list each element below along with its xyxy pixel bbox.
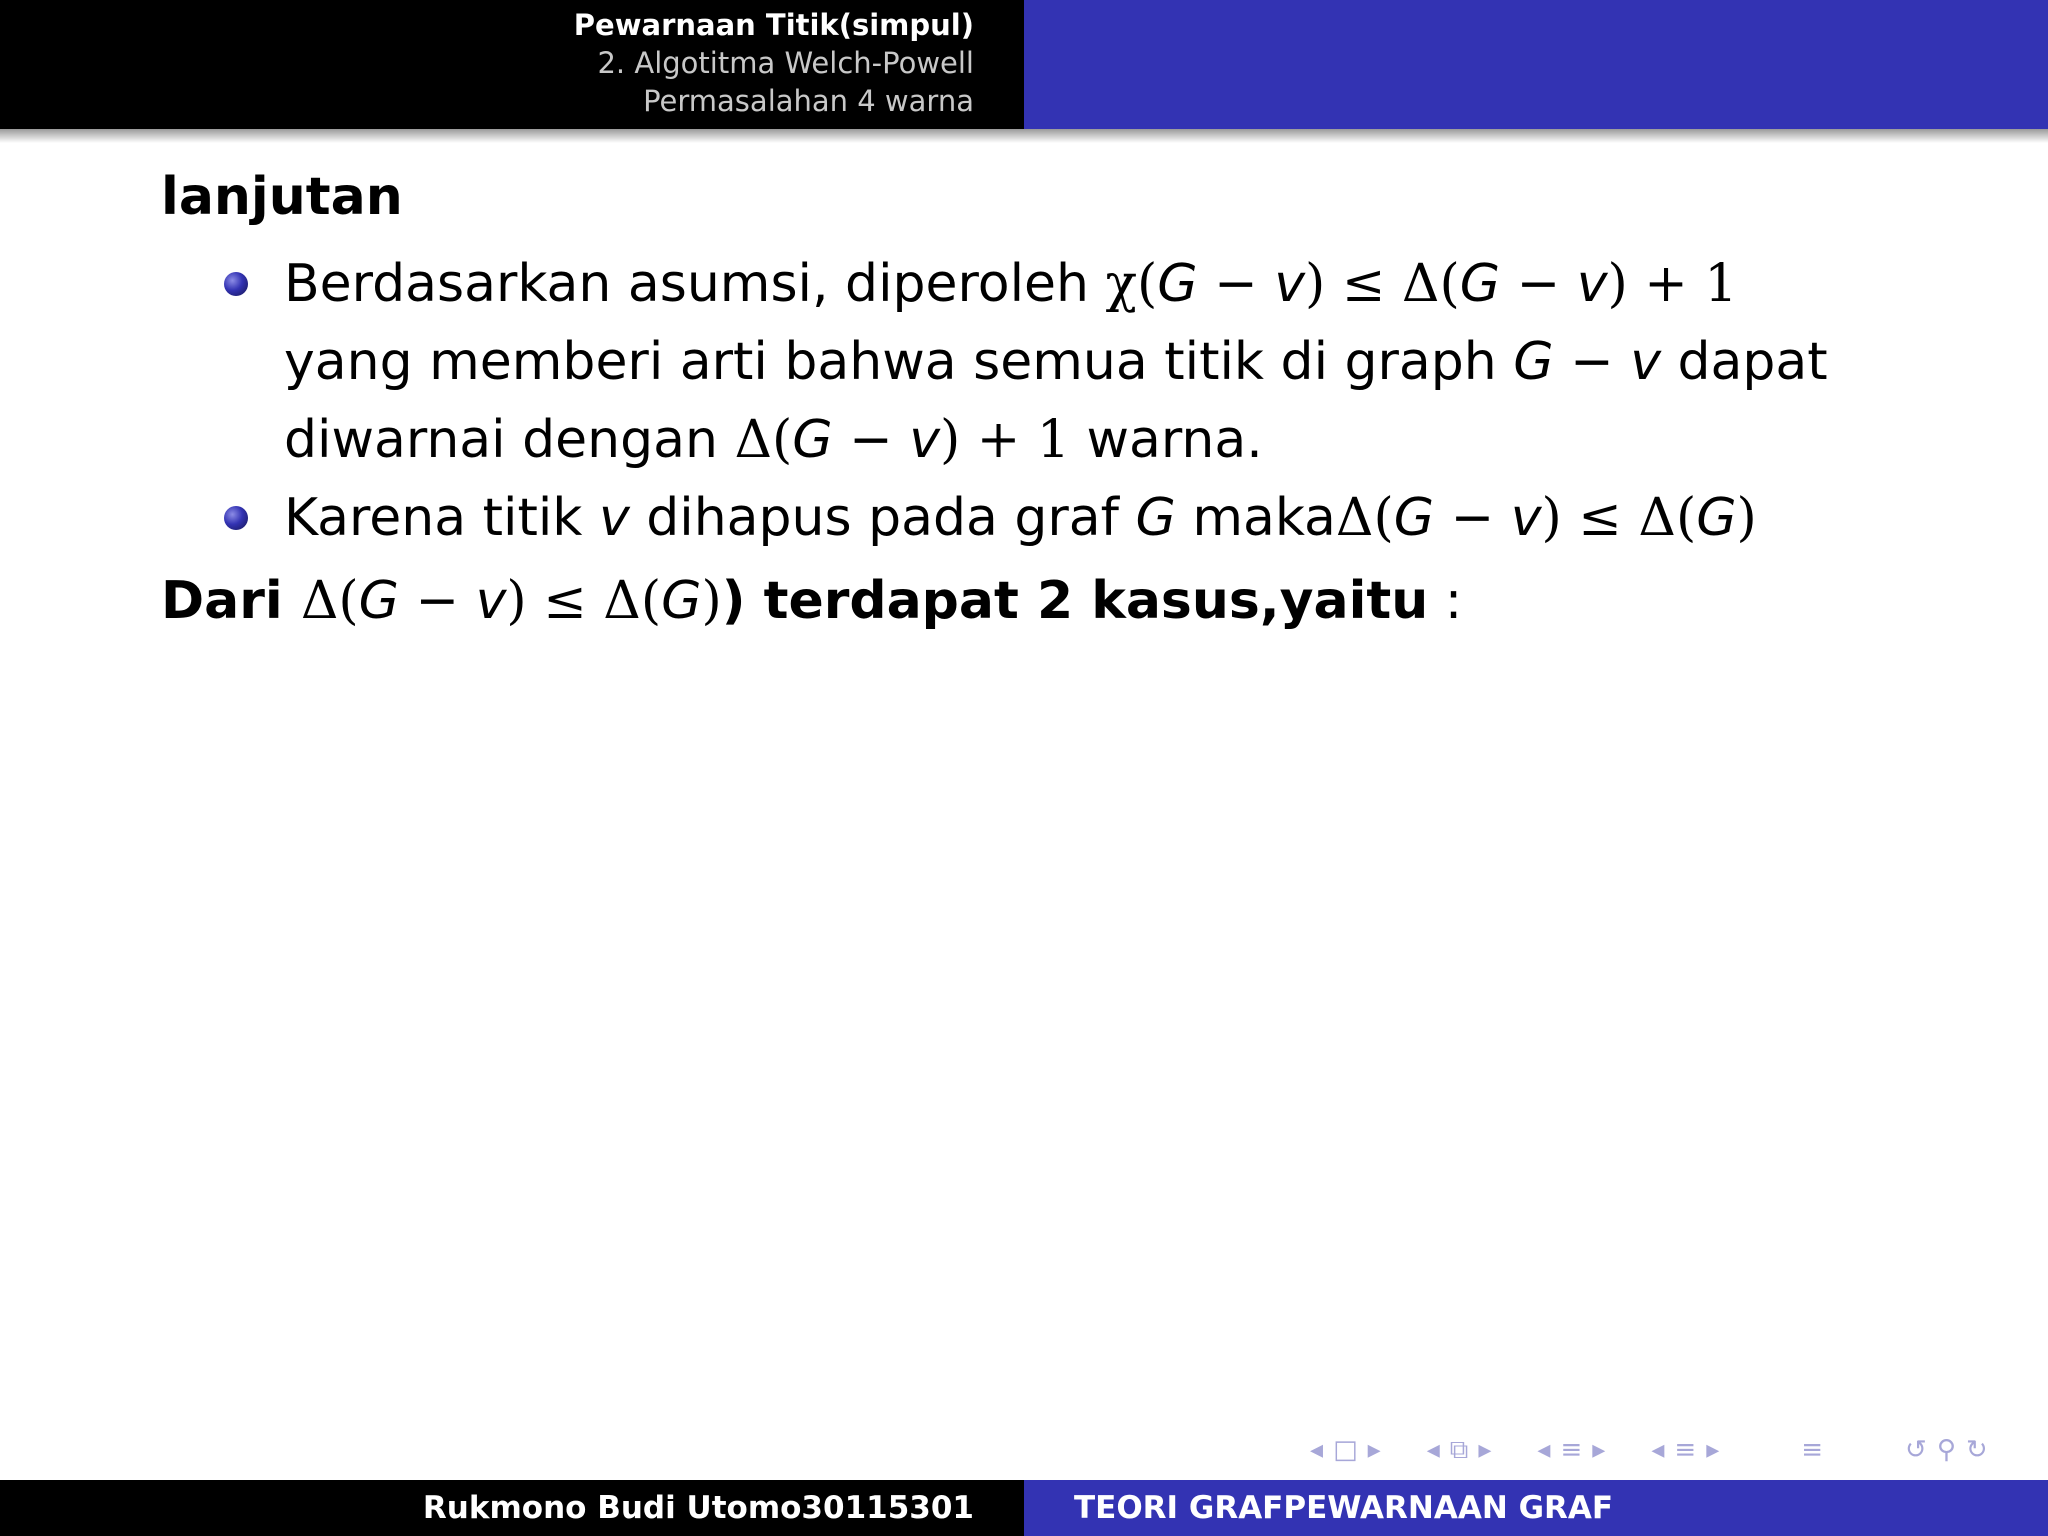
subsection-next-icon[interactable]: ▸ [1592,1435,1606,1465]
item-text: dihapus pada graf [629,488,1136,548]
headline-shadow [0,129,2048,143]
back-icon[interactable]: ↺ [1905,1435,1927,1465]
ball-bullet-icon [224,506,248,530]
math: ) [701,571,722,631]
headline-blue-panel [1024,0,2048,129]
math: ) + 1 [939,410,1070,470]
item-text: maka [1175,488,1336,548]
math-italic: G − v [1513,332,1661,392]
math: ) ≤ Δ( [506,571,662,631]
math-italic: v [598,488,630,548]
frame-next-icon[interactable]: ▸ [1367,1435,1381,1465]
footer-author: Rukmono Budi Utomo30115301 [0,1480,1024,1536]
math-italic: G [1696,488,1737,548]
item-text: yang memberi arti bahwa semua titik di graph [284,332,1514,392]
subframe-icon[interactable]: ⧉ [1449,1434,1469,1465]
math-italic: G − v [1393,488,1542,548]
list-item [220,479,1860,557]
subsection-icon[interactable]: ≡ [1560,1435,1583,1465]
headline-bar [0,0,2048,129]
beamer-navigation-symbols [1310,1432,2030,1468]
document-icon[interactable]: ≡ [1801,1435,1824,1465]
math: ) + 1 [1607,254,1738,314]
conclusion-bold: ) terdapat 2 kasus,yaitu [721,571,1429,631]
frame-title: lanjutan [161,167,403,227]
subframe-next-icon[interactable]: ▸ [1478,1435,1492,1465]
conclusion-line [161,562,1961,640]
subframe-prev-icon[interactable]: ◂ [1426,1435,1440,1465]
conclusion-colon: : [1428,571,1463,631]
conclusion-bold: Dari [161,571,301,631]
footline-bar [0,1480,2048,1536]
math: χ( [1105,254,1158,314]
math: ) [1736,488,1757,548]
footer-title: TEORI GRAFPEWARNAAN GRAF [1024,1480,2048,1536]
math: Δ( [1335,488,1394,548]
subsection-link[interactable]: 2. Algotitma Welch-Powell [597,46,974,80]
section-link[interactable]: Pewarnaan Titik(simpul) [573,8,974,42]
frame-prev-icon[interactable]: ◂ [1310,1435,1324,1465]
math-italic: G [1135,488,1176,548]
math-italic: G − v [1157,254,1305,314]
search-icon[interactable]: ⚲ [1936,1435,1956,1465]
item-text: Berdasarkan asumsi, diperoleh [284,254,1106,314]
section-next-icon[interactable]: ▸ [1706,1435,1720,1465]
section-icon[interactable]: ≡ [1674,1435,1697,1465]
headline-navigation [0,0,1024,129]
bullet-list [220,245,1860,557]
item-text: warna. [1069,410,1263,470]
math: Δ( [300,571,359,631]
subsubsection-link[interactable]: Permasalahan 4 warna [643,84,974,118]
item-text: dapat diwarnai dengan [284,332,1828,470]
math: ) ≤ Δ( [1541,488,1697,548]
math-italic: G − v [358,571,507,631]
ball-bullet-icon [224,272,248,296]
frame-icon[interactable]: □ [1333,1435,1358,1465]
math: ) ≤ Δ( [1305,254,1460,314]
list-item [220,245,1860,479]
section-prev-icon[interactable]: ◂ [1651,1435,1665,1465]
subsection-prev-icon[interactable]: ◂ [1537,1435,1551,1465]
forward-icon[interactable]: ↻ [1965,1435,1988,1465]
math-italic: G − v [792,410,940,470]
math-italic: G − v [1459,254,1608,314]
math-italic: G [661,571,702,631]
math: Δ( [734,410,793,470]
item-text: Karena titik [284,488,599,548]
